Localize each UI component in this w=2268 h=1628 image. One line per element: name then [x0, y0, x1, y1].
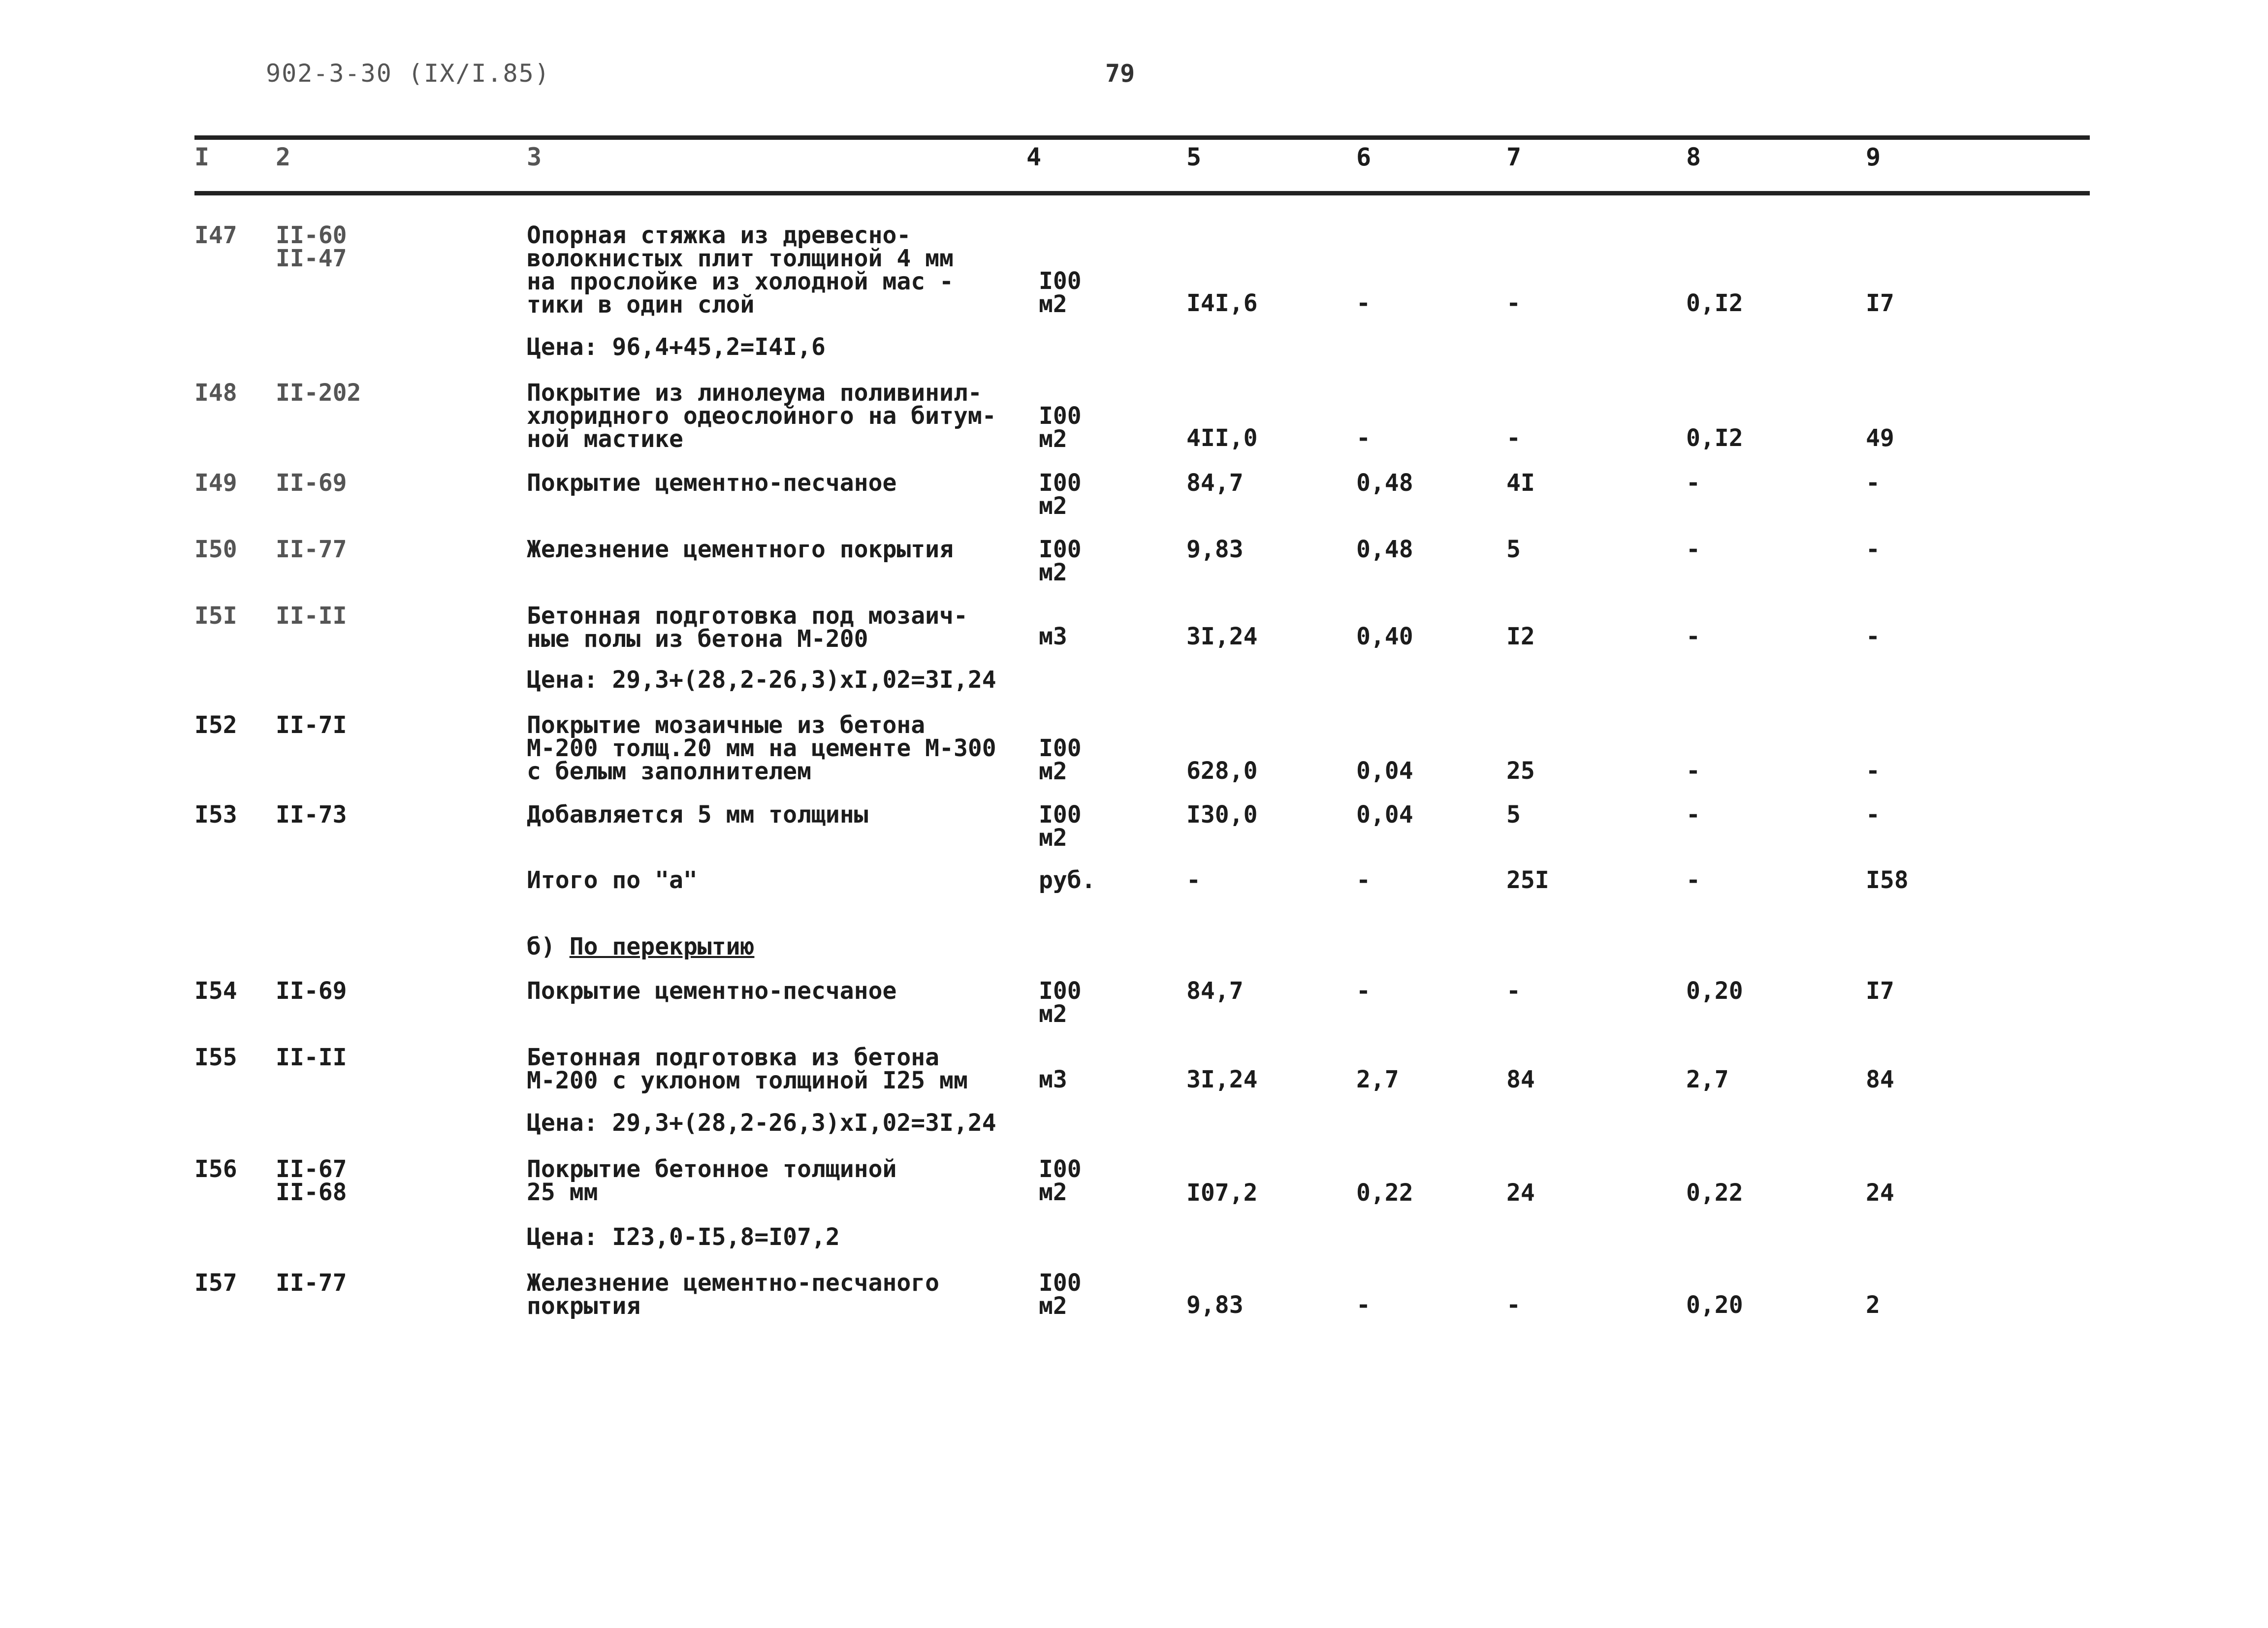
col-num-6: 6 [1356, 143, 1372, 171]
document-code: 902-3-30 (IX/I.85) [266, 59, 550, 88]
subtotal-label: Итого по "а" [527, 866, 698, 894]
col6-value: - [1356, 866, 1371, 894]
col-num-2: 2 [276, 143, 291, 171]
col5-value: I4I,6 [1186, 289, 1258, 317]
col-num-8: 8 [1686, 143, 1701, 171]
row-number: I48 [194, 379, 237, 407]
col5-value: 3I,24 [1186, 623, 1258, 650]
price-note: Цена: 29,3+(28,2-26,3)xI,02=3I,24 [527, 666, 996, 694]
col7-value: 5 [1506, 801, 1521, 829]
norm-code: II-77 [276, 1269, 347, 1297]
col8-value: 0,20 [1686, 977, 1743, 1005]
col6-value: - [1356, 289, 1371, 317]
unit: I00 м2 [1039, 801, 1082, 852]
col6-value: 2,7 [1356, 1066, 1399, 1093]
col9-value: - [1866, 469, 1880, 497]
work-description: Добавляется 5 мм толщины [527, 801, 868, 829]
row-number: I47 [194, 222, 237, 249]
col7-value: - [1506, 1291, 1521, 1319]
unit: руб. [1039, 866, 1096, 894]
col9-value: - [1866, 623, 1880, 650]
col-num-3: 3 [527, 143, 542, 171]
unit: I00 м2 [1039, 402, 1082, 453]
price-note: Цена: I23,0-I5,8=I07,2 [527, 1223, 840, 1251]
col8-value: - [1686, 623, 1700, 650]
section-title: По перекрытию [569, 933, 755, 960]
col6-value: 0,22 [1356, 1179, 1413, 1207]
col9-value: 2 [1866, 1291, 1880, 1319]
col7-value: - [1506, 424, 1521, 452]
unit: I00 м2 [1039, 469, 1082, 520]
col8-value: 0,22 [1686, 1179, 1743, 1207]
norm-code: II-67 II-68 [276, 1155, 347, 1206]
col6-value: 0,04 [1356, 801, 1413, 829]
row-number: I55 [194, 1044, 237, 1071]
unit: I00 м2 [1039, 1155, 1082, 1206]
col8-value: 2,7 [1686, 1066, 1729, 1093]
row-number: I53 [194, 801, 237, 829]
col8-value: - [1686, 866, 1700, 894]
col5-value: I07,2 [1186, 1179, 1258, 1207]
work-description: Опорная стяжка из древесно- волокнистых плит толщиной 4 мм на прослойке из холодной мас - тики в один слой [527, 222, 954, 319]
col9-value: 24 [1866, 1179, 1894, 1207]
section-heading [527, 935, 754, 958]
col7-value: 25I [1506, 866, 1549, 894]
col-num-4: 4 [1026, 143, 1042, 171]
norm-code: II-II [276, 602, 347, 630]
col9-value: 84 [1866, 1066, 1894, 1093]
col9-value: - [1866, 757, 1880, 785]
col5-value: 84,7 [1186, 977, 1244, 1005]
norm-code: II-69 [276, 977, 347, 1005]
col6-value: 0,04 [1356, 757, 1413, 785]
norm-code: II-II [276, 1044, 347, 1071]
col9-value: I58 [1866, 866, 1909, 894]
unit: I00 м2 [1039, 267, 1082, 318]
work-description: Покрытие цементно-песчаное [527, 977, 897, 1005]
work-description: Бетонная подготовка из бетона М-200 с уклоном толщиной I25 мм [527, 1044, 968, 1094]
col5-value: 9,83 [1186, 1291, 1244, 1319]
col6-value: - [1356, 1291, 1371, 1319]
col6-value: 0,48 [1356, 536, 1413, 563]
norm-code: II-77 [276, 536, 347, 563]
col8-value: 0,I2 [1686, 289, 1743, 317]
work-description: Железнение цементного покрытия [527, 536, 954, 563]
price-note: Цена: 29,3+(28,2-26,3)xI,02=3I,24 [527, 1109, 996, 1137]
unit: м3 [1039, 1066, 1067, 1093]
col9-value: - [1866, 801, 1880, 829]
col7-value: 4I [1506, 469, 1535, 497]
unit: I00 м2 [1039, 536, 1082, 586]
section-prefix: б) [527, 933, 555, 960]
unit: I00 м2 [1039, 734, 1082, 785]
col8-value: - [1686, 469, 1700, 497]
norm-code: II-60 II-47 [276, 222, 347, 272]
col5-value: 9,83 [1186, 536, 1244, 563]
col5-value: 4II,0 [1186, 424, 1258, 452]
table-header-rule [194, 191, 2090, 195]
col5-value: I30,0 [1186, 801, 1258, 829]
norm-code: II-202 [276, 379, 361, 407]
col6-value: 0,48 [1356, 469, 1413, 497]
col7-value: - [1506, 289, 1521, 317]
row-number: I49 [194, 469, 237, 497]
col6-value: 0,40 [1356, 623, 1413, 650]
norm-code: II-69 [276, 469, 347, 497]
col5-value: - [1186, 866, 1201, 894]
col9-value: I7 [1866, 977, 1894, 1005]
col6-value: - [1356, 424, 1371, 452]
row-number: I54 [194, 977, 237, 1005]
col8-value: - [1686, 536, 1700, 563]
col-num-7: 7 [1506, 143, 1522, 171]
norm-code: II-73 [276, 801, 347, 829]
col8-value: - [1686, 757, 1700, 785]
unit: I00 м2 [1039, 1269, 1082, 1320]
price-note: Цена: 96,4+45,2=I4I,6 [527, 333, 826, 361]
table-top-rule [194, 135, 2090, 140]
col9-value: 49 [1866, 424, 1894, 452]
row-number: I52 [194, 711, 237, 739]
col5-value: 84,7 [1186, 469, 1244, 497]
work-description: Покрытие бетонное толщиной 25 мм [527, 1155, 897, 1206]
norm-code: II-7I [276, 711, 347, 739]
col-num-9: 9 [1866, 143, 1881, 171]
col7-value: I2 [1506, 623, 1535, 650]
col5-value: 3I,24 [1186, 1066, 1258, 1093]
col-num-1: I [194, 143, 210, 171]
col9-value: - [1866, 536, 1880, 563]
row-number: I50 [194, 536, 237, 563]
col7-value: - [1506, 977, 1521, 1005]
col9-value: I7 [1866, 289, 1894, 317]
col7-value: 25 [1506, 757, 1535, 785]
col7-value: 5 [1506, 536, 1521, 563]
col7-value: 24 [1506, 1179, 1535, 1207]
work-description: Покрытие из линолеума поливинил- хлоридного одеослойного на битум- ной мастике [527, 379, 996, 453]
col5-value: 628,0 [1186, 757, 1258, 785]
work-description: Покрытие мозаичные из бетона М-200 толщ.20 мм на цементе М-300 с белым заполнителем [527, 711, 996, 785]
unit: м3 [1039, 623, 1067, 650]
col-num-5: 5 [1186, 143, 1202, 171]
work-description: Покрытие цементно-песчаное [527, 469, 897, 497]
work-description: Бетонная подготовка под мозаич- ные полы из бетона М-200 [527, 602, 968, 653]
col7-value: 84 [1506, 1066, 1535, 1093]
col8-value: 0,20 [1686, 1291, 1743, 1319]
col6-value: - [1356, 977, 1371, 1005]
col8-value: 0,I2 [1686, 424, 1743, 452]
col8-value: - [1686, 801, 1700, 829]
unit: I00 м2 [1039, 977, 1082, 1028]
row-number: I5I [194, 602, 237, 630]
row-number: I57 [194, 1269, 237, 1297]
work-description: Железнение цементно-песчаного покрытия [527, 1269, 940, 1320]
page-number: 79 [1105, 59, 1135, 88]
row-number: I56 [194, 1155, 237, 1183]
